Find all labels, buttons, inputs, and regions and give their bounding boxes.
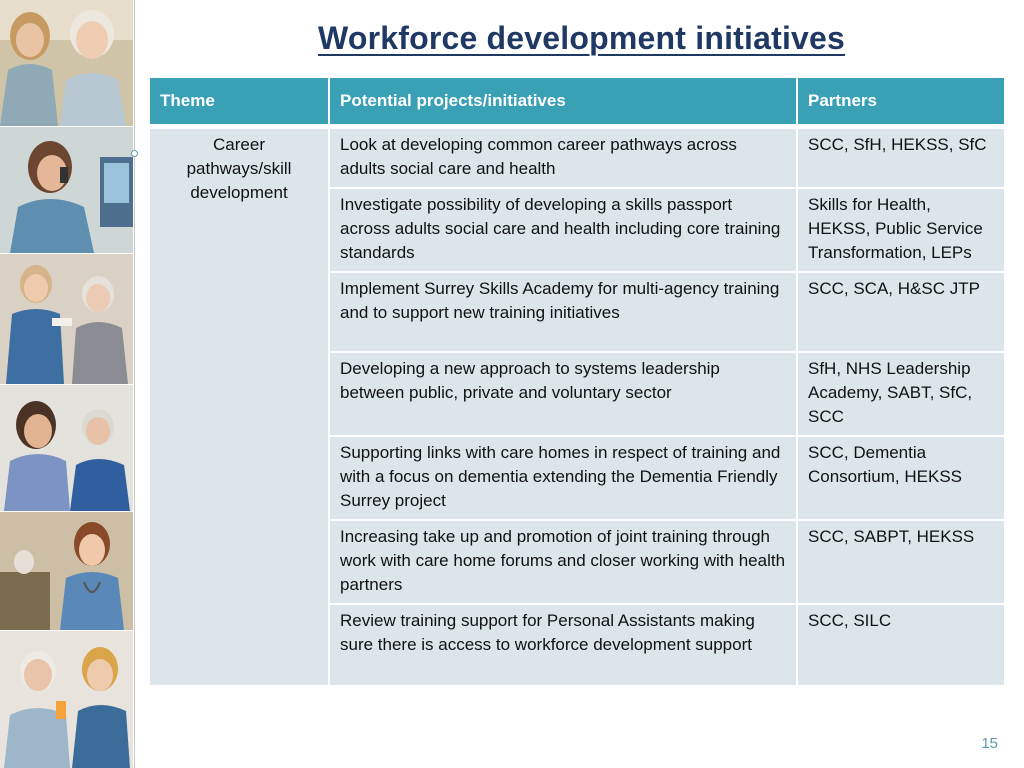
project-cell: Supporting links with care homes in respect of training and with a focus on dementia extending the Dementia Friendly Surrey project [329,436,797,520]
partners-cell: SCC, SABPT, HEKSS [797,520,1005,604]
table-header-row [149,77,1005,126]
header-projects: Potential projects/initiatives [329,77,797,126]
partners-cell: SCC, Dementia Consortium, HEKSS [797,436,1005,520]
header-partners: Partners [797,77,1005,126]
initiatives-table [148,76,1006,687]
decorative-dot [131,150,138,157]
table-row [149,128,1005,188]
partners-cell: SCC, SCA, H&SC JTP [797,272,1005,352]
partners-cell: SCC, SfH, HEKSS, SfC [797,128,1005,188]
project-cell: Investigate possibility of developing a skills passport across adults social care and health including core training standards [329,188,797,272]
nurse-with-phone-photo [0,127,133,253]
carer-with-older-woman-photo [0,0,133,126]
project-cell: Increasing take up and promotion of joint training through work with care home forums and closer working with health partners [329,520,797,604]
theme-cell: Career pathways/skill development [149,128,329,686]
partners-cell: SCC, SILC [797,604,1005,686]
photo-strip-divider [134,0,135,768]
project-cell: Review training support for Personal Assistants making sure there is access to workforce development support [329,604,797,686]
partners-cell: Skills for Health, HEKSS, Public Service Transformation, LEPs [797,188,1005,272]
partners-cell: SfH, NHS Leadership Academy, SABT, SfC, SCC [797,352,1005,436]
photo-strip [0,0,134,768]
nurse-in-care-home-photo [0,512,133,630]
slide-title: Workforce development initiatives [318,20,846,56]
project-cell: Implement Surrey Skills Academy for multi-agency training and to support new training initiatives [329,272,797,352]
elder-with-drink-photo [0,631,133,768]
header-theme: Theme [149,77,329,126]
project-cell: Developing a new approach to systems leadership between public, private and voluntary sector [329,352,797,436]
carer-hugging-elder-photo [0,385,133,511]
page-number: 15 [981,735,998,752]
carer-serving-meal-photo [0,254,133,384]
project-cell: Look at developing common career pathways across adults social care and health [329,128,797,188]
